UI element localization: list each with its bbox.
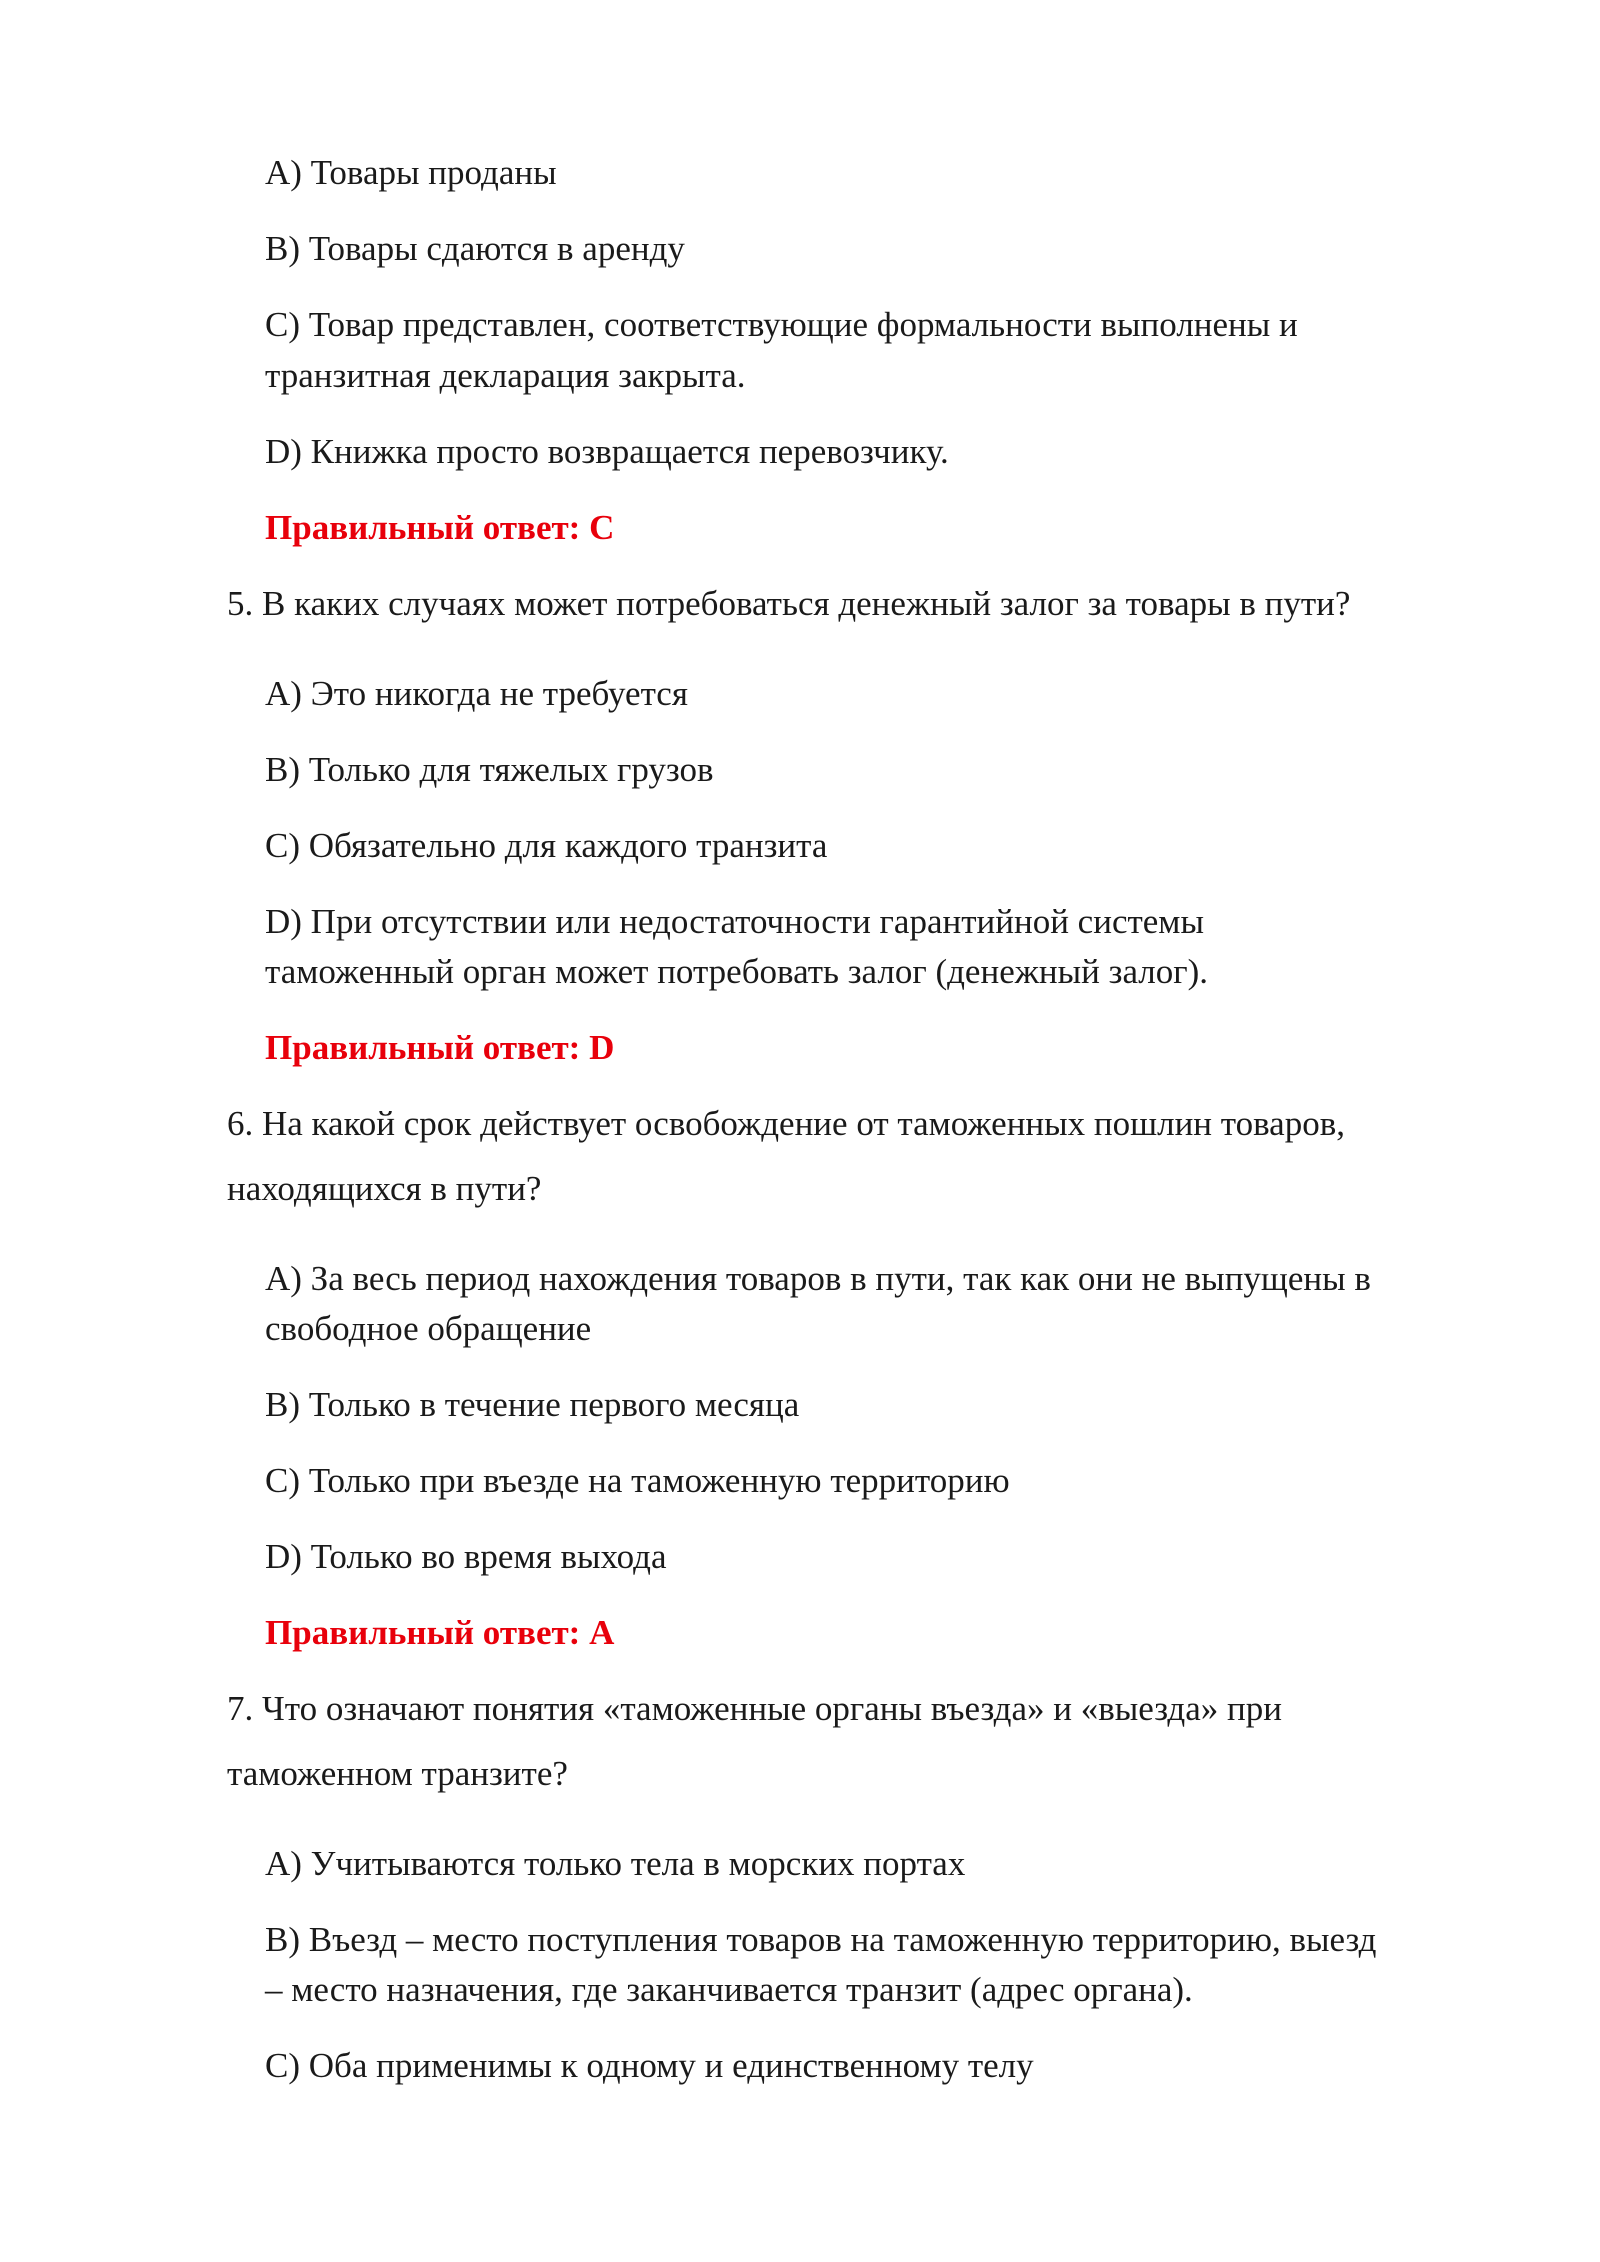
q4-option-d: D) Книжка просто возвращается перевозчику. [265, 432, 949, 471]
q4-option-c-line1: C) Товар представлен, соответствующие формальности выполнены и [265, 305, 1298, 344]
answer-label: Правильный ответ: [265, 508, 581, 547]
q4-option-c-line2: транзитная декларация закрыта. [265, 356, 746, 395]
q6-option-b: B) Только в течение первого месяца [265, 1385, 800, 1424]
q6-correct-answer [265, 1608, 614, 1658]
answer-letter: C [589, 508, 615, 547]
q7-question-line2: таможенном транзите? [227, 1754, 568, 1793]
q4-option-b: B) Товары сдаются в аренду [265, 229, 685, 268]
answer-letter: A [589, 1613, 615, 1652]
q6-option-d: D) Только во время выхода [265, 1537, 667, 1576]
answer-label: Правильный ответ: [265, 1613, 581, 1652]
answer-label: Правильный ответ: [265, 1028, 581, 1067]
q4-correct-answer [265, 503, 614, 553]
q6-option-a-line1: A) За весь период нахождения товаров в пути, так как они не выпущены в [265, 1259, 1371, 1298]
q6-option-c: C) Только при въезде на таможенную территорию [265, 1461, 1010, 1500]
q7-option-b-line1: B) Въезд – место поступления товаров на таможенную территорию, выезд [265, 1920, 1377, 1959]
q7-option-b-line2: – место назначения, где заканчивается транзит (адрес органа). [265, 1970, 1193, 2009]
q6-option-a-line2: свободное обращение [265, 1309, 592, 1348]
q5-correct-answer [265, 1023, 614, 1073]
q5-option-d-line1: D) При отсутствии или недостаточности гарантийной системы [265, 902, 1204, 941]
q5-option-a: A) Это никогда не требуется [265, 674, 688, 713]
q5-option-c: C) Обязательно для каждого транзита [265, 826, 828, 865]
q5-option-b: B) Только для тяжелых грузов [265, 750, 714, 789]
q5-question: 5. В каких случаях может потребоваться денежный залог за товары в пути? [227, 584, 1351, 623]
q7-option-c: C) Оба применимы к одному и единственному телу [265, 2046, 1034, 2085]
q7-option-a: A) Учитываются только тела в морских портах [265, 1844, 966, 1883]
q6-question-line1: 6. На какой срок действует освобождение от таможенных пошлин товаров, [227, 1104, 1345, 1143]
q4-option-a: A) Товары проданы [265, 153, 557, 192]
q7-question-line1: 7. Что означают понятия «таможенные органы въезда» и «выезда» при [227, 1689, 1282, 1728]
answer-letter: D [589, 1028, 615, 1067]
q5-option-d-line2: таможенный орган может потребовать залог (денежный залог). [265, 952, 1209, 991]
q6-question-line2: находящихся в пути? [227, 1169, 542, 1208]
